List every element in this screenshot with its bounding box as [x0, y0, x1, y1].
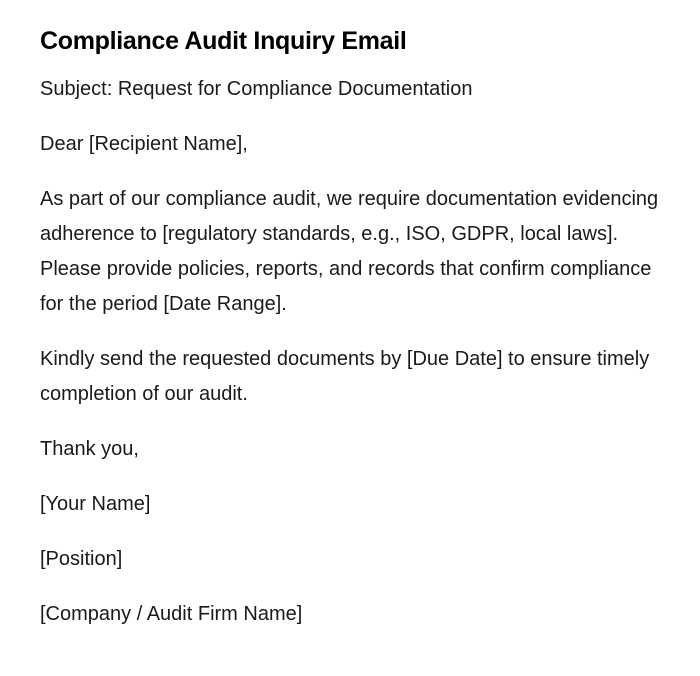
signature-name: [Your Name]: [40, 493, 151, 515]
document-title: Compliance Audit Inquiry Email: [40, 27, 407, 55]
signature-company: [Company / Audit Firm Name]: [40, 603, 303, 625]
email-body-paragraph: As part of our compliance audit, we require documentation evidencing adherence to [regulatory standards, e.g., ISO, GDPR, local laws]. Please provide policies, reports, and records that confirm compliance for the period [Date Range].: [40, 188, 659, 315]
email-greeting: Dear [Recipient Name],: [40, 133, 248, 155]
email-template-document: [40, 24, 660, 652]
email-closing: Thank you,: [40, 438, 139, 460]
signature-position: [Position]: [40, 548, 123, 570]
email-subject-line: Subject: Request for Compliance Documentation: [40, 78, 473, 100]
email-body-paragraph: Kindly send the requested documents by [Due Date] to ensure timely completion of our audit.: [40, 348, 650, 405]
